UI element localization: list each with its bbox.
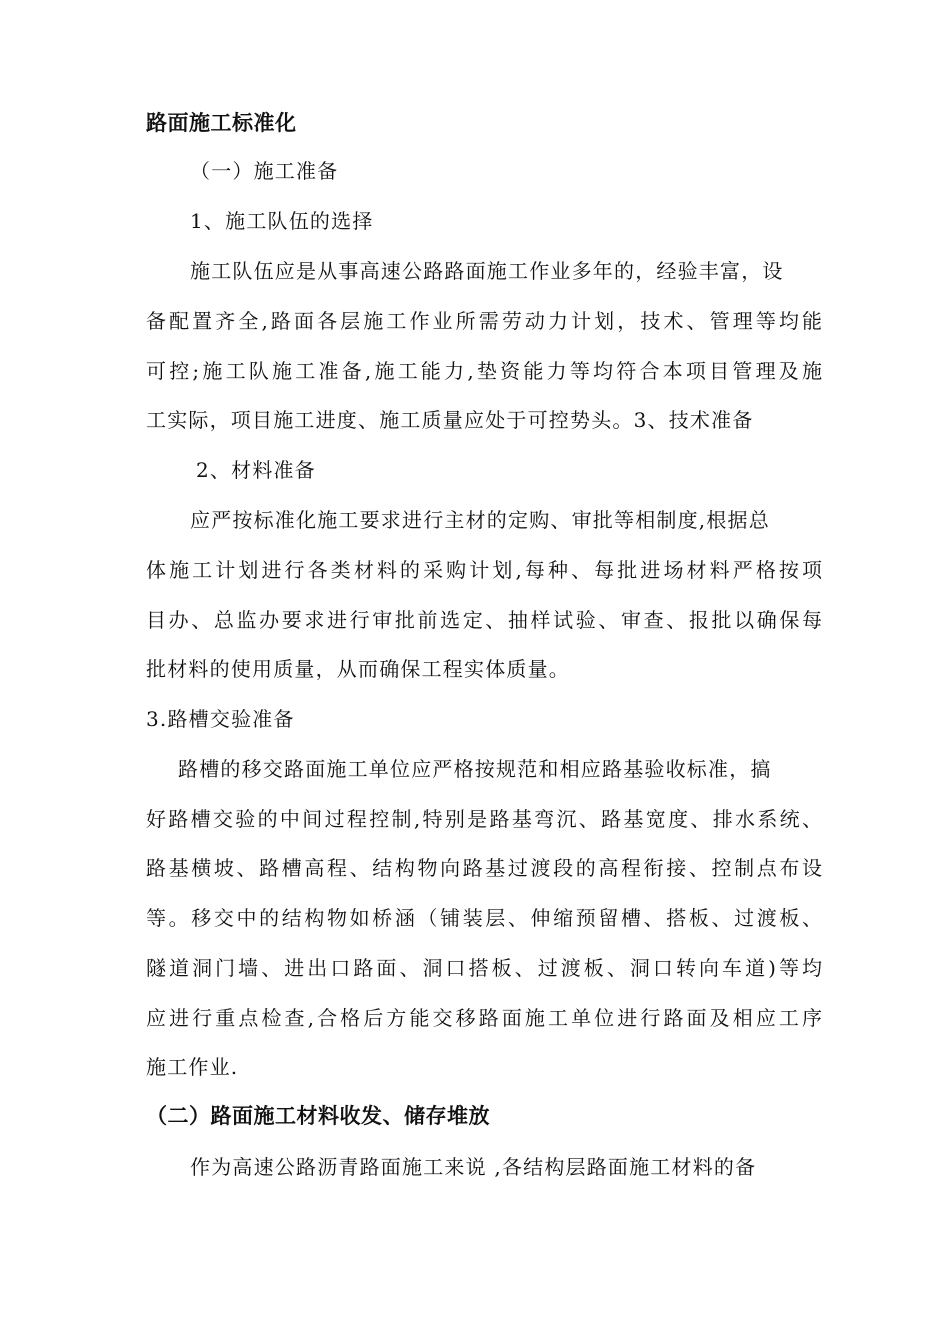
paragraph-line: 备配置齐全,路面各层施工作业所需劳动力计划，技术、管理等均能: [146, 309, 822, 333]
paragraph-line: 工实际，项目施工进度、施工质量应处于可控势头。3、技术准备: [146, 408, 754, 432]
paragraph-line: 隧道洞门墙、进出口路面、洞口搭板、过渡板、洞口转向车道)等均: [146, 956, 822, 980]
paragraph-line: 路槽的移交路面施工单位应严格按规范和相应路基验收标准，搞: [178, 757, 772, 781]
paragraph-line: 批材料的使用质量，从而确保工程实体质量。: [146, 657, 570, 681]
subsection-heading: 2、材料准备: [196, 458, 316, 482]
paragraph-line: 等。移交中的结构物如桥涵（铺装层、伸缩预留槽、搭板、过渡板、: [146, 906, 822, 930]
paragraph-line: 作为高速公路沥青路面施工来说 ,各结构层路面施工材料的备: [190, 1155, 757, 1179]
section-heading: （一）施工准备: [190, 159, 339, 183]
section-heading: （二）路面施工材料收发、储存堆放: [146, 1104, 490, 1128]
paragraph-line: 目办、总监办要求进行审批前选定、抽样试验、审查、报批以确保每: [146, 608, 822, 632]
paragraph-line: 应严按标准化施工要求进行主材的定购、审批等相制度,根据总: [190, 508, 770, 532]
paragraph-line: 路基横坡、路槽高程、结构物向路基过渡段的高程衔接、控制点布设: [146, 856, 822, 880]
paragraph-line: 可控;施工队施工准备,施工能力,垫资能力等均符合本项目管理及施: [146, 359, 822, 383]
paragraph-line: 体施工计划进行各类材料的采购计划,每种、每批进场材料严格按项: [146, 558, 822, 582]
paragraph-line: 好路槽交验的中间过程控制,特别是路基弯沉、路基宽度、排水系统、: [146, 807, 822, 831]
subsection-heading: 3.路槽交验准备: [146, 707, 295, 731]
paragraph-line: 施工作业.: [146, 1055, 239, 1079]
subsection-heading: 1、施工队伍的选择: [190, 209, 374, 233]
paragraph-line: 施工队伍应是从事高速公路路面施工作业多年的，经验丰富，设: [190, 259, 784, 283]
paragraph-line: 应进行重点检查,合格后方能交移路面施工单位进行路面及相应工序: [146, 1006, 822, 1030]
document-title: 路面施工标准化: [146, 111, 297, 135]
